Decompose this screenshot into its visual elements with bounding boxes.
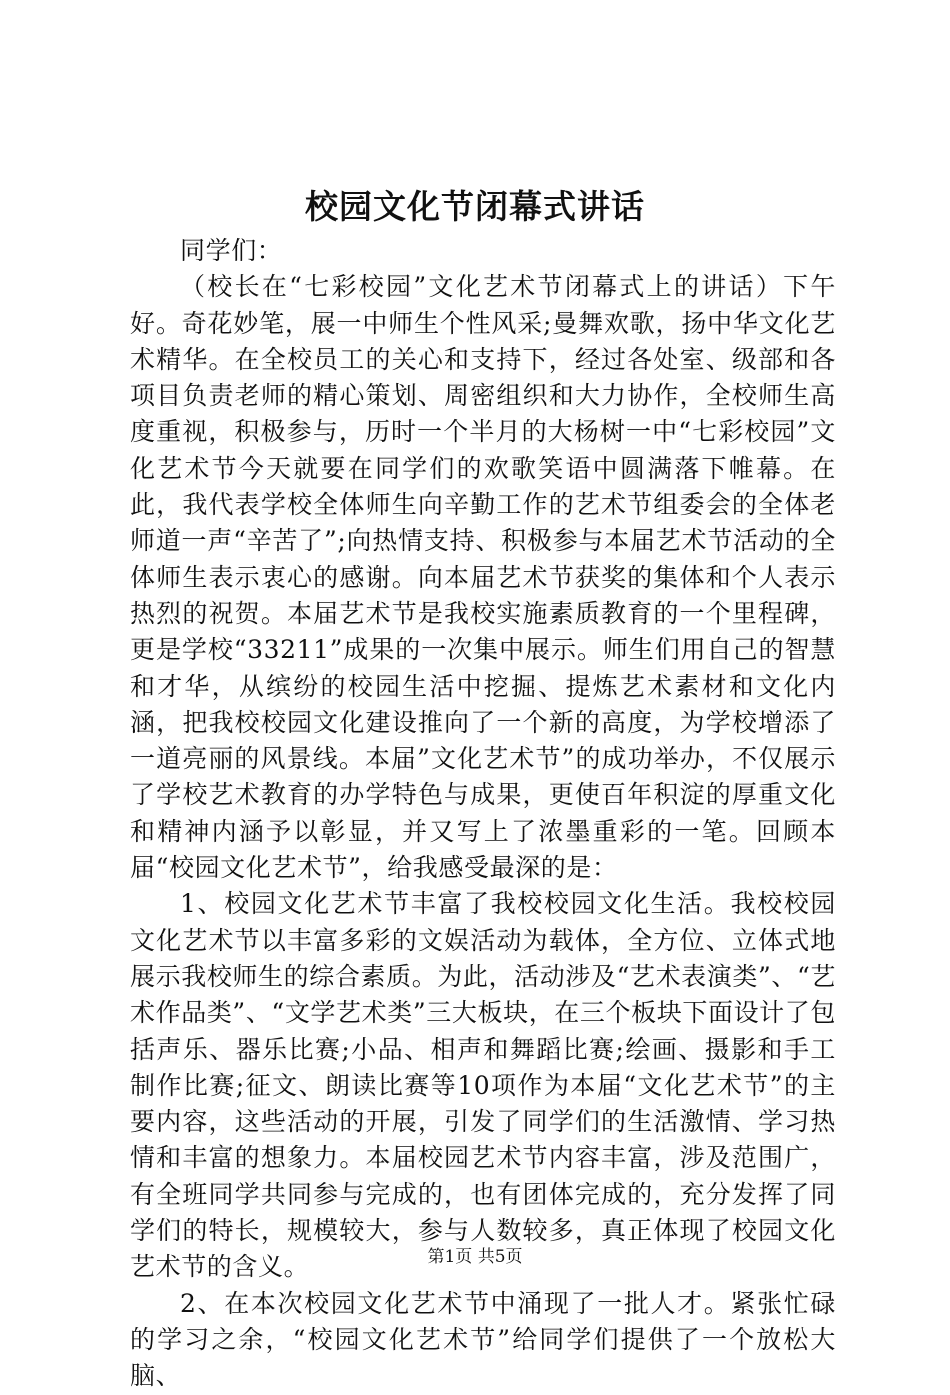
body-paragraph: （校长在“七彩校园”文化艺术节闭幕式上的讲话）下午好。奇花妙笔，展一中师生个性风采;曼舞欢歌，扬中华文化艺术精华。在全校员工的关心和支持下，经过各处室、级部和各项目负责老师的精心策划、周密组织和大力协作，全校师生高度重视，积极参与，历时一个半月的大杨树一中“七彩校园”文化艺术节今天就要在同学们的欢歌笑语中圆满落下帷幕。在此，我代表学校全体师生向辛勤工作的艺术节组委会的全体老师道一声“辛苦了”;向热情支持、积极参与本届艺术节活动的全体师生表示衷心的感谢。向本届艺术节获奖的集体和个人表示热烈的祝贺。本届艺术节是我校实施素质教育的一个里程碑，更是学校“33211”成果的一次集中展示。师生们用自己的智慧和才华，从缤纷的校园生活中挖掘、提炼艺术素材和文化内涵，把我校校园文化建设推向了一个新的高度，为学校增添了一道亮丽的风景线。本届”文化艺术节”的成功举办，不仅展示了学校艺术教育的办学特色与成果，更使百年积淀的厚重文化和精神内涵予以彰显，并又写上了浓墨重彩的一笔。回顾本届“校园文化艺术节”，给我感受最深的是： — [130, 272, 836, 883]
salutation-paragraph: 同学们： — [180, 236, 283, 265]
document-title: 校园文化节闭幕式讲话 — [305, 187, 645, 226]
body-paragraph: 2、在本次校园文化艺术节中涌现了一批人才。紧张忙碌的学习之余，“校园文化艺术节”给同学们提供了一个放松大脑、 — [130, 1288, 836, 1391]
document-body — [130, 233, 836, 1395]
body-paragraph: 1、校园文化艺术节丰富了我校校园文化生活。我校校园文化艺术节以丰富多彩的文娱活动为载体，全方位、立体式地展示我校师生的综合素质。为此，活动涉及“艺术表演类”、“艺术作品类”、“文学艺术类”三大板块，在三个板块下面设计了包括声乐、器乐比赛;小品、相声和舞蹈比赛;绘画、摄影和手工制作比赛;征文、朗读比赛等10项作为本届“文化艺术节”的主要内容，这些活动的开展，引发了同学们的生活激情、学习热情和丰富的想象力。本届校园艺术节内容丰富，涉及范围广，有全班同学共同参与完成的，也有团体完成的，充分发挥了同学们的特长，规模较大，参与人数较多，真正体现了校园文化艺术节的含义。 — [130, 889, 836, 1282]
page-number-footer: 第1页 共5页 — [427, 1247, 523, 1267]
